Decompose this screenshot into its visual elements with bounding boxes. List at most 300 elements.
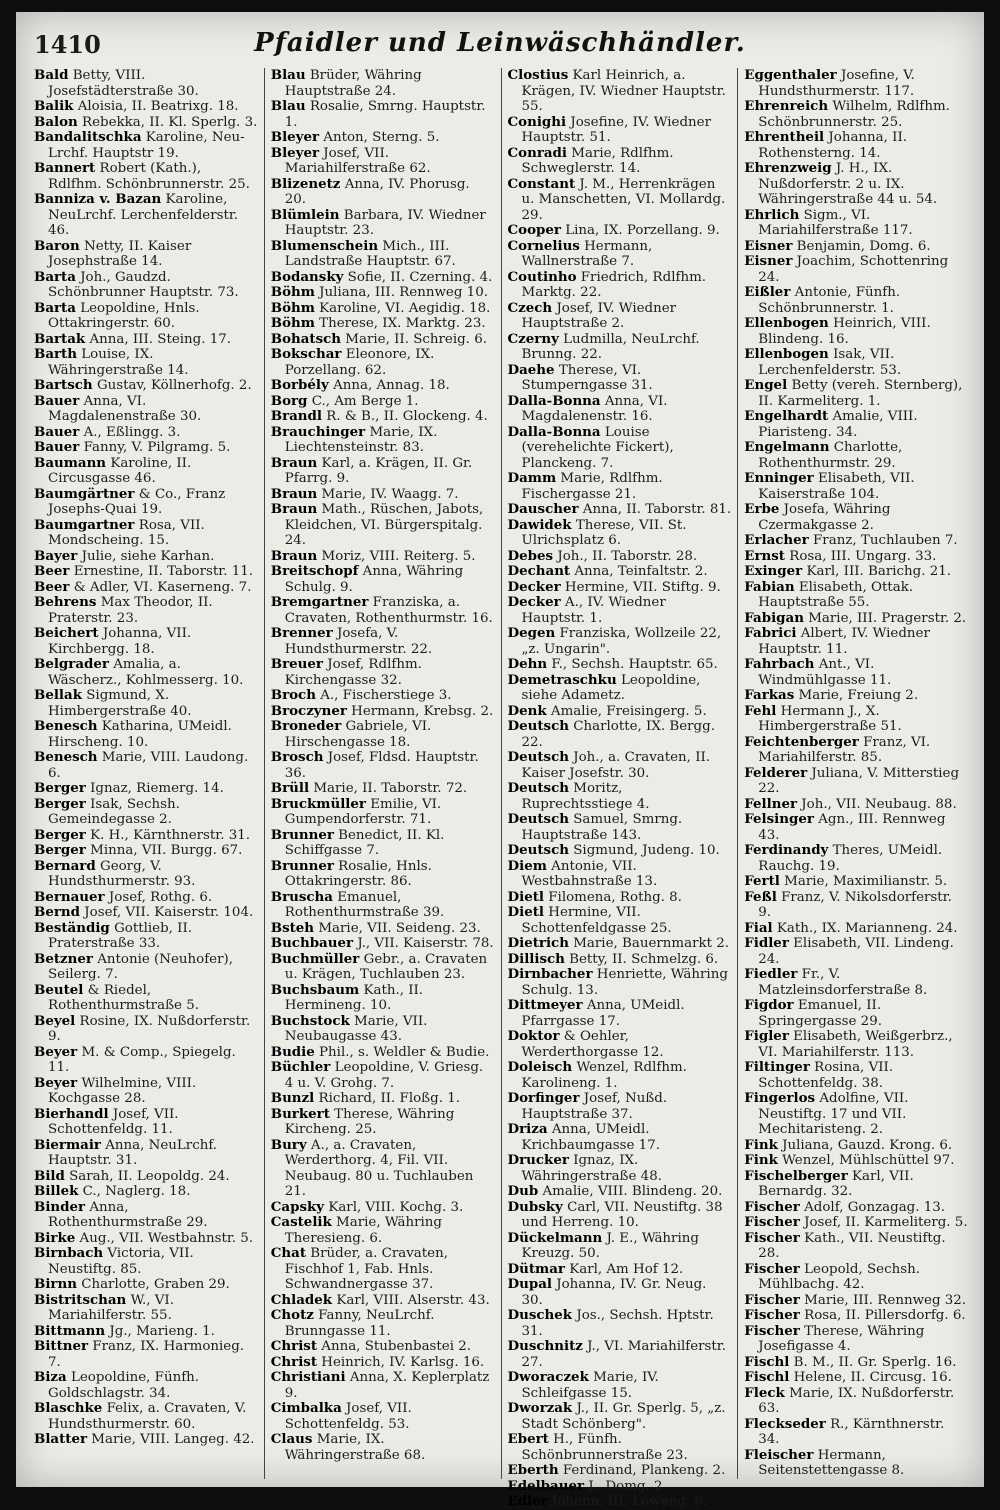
entry-name: Baumann: [34, 454, 107, 471]
entry-details: Joachim, Schottenring 24.: [758, 254, 949, 285]
entry-details: Marie, Freiung 2.: [798, 688, 919, 703]
entry-details: Marie, III. Rennweg 32.: [804, 1292, 967, 1308]
page-title: Pfaidler und Leinwäschhändler.: [254, 28, 746, 58]
directory-entry: [34, 859, 258, 890]
entry-name: Beutel: [34, 981, 84, 998]
directory-column-1: [30, 68, 264, 1479]
entry-details: J., VII. Kaiserstr. 78.: [357, 936, 494, 951]
directory-entry: [744, 1138, 968, 1154]
directory-entry: [271, 1200, 495, 1216]
entry-details: Rosine, IX. Nußdorferstr. 9.: [48, 1013, 251, 1044]
entry-details: Fanny, NeuLrchf. Brunngasse 11.: [284, 1308, 435, 1339]
directory-entry: [34, 797, 258, 828]
entry-name: Dub: [507, 1183, 539, 1199]
entry-name: Ernst: [744, 547, 785, 564]
entry-name: Bauer: [34, 439, 80, 455]
entry-details: Karl, a. Krägen, II. Gr. Pfarrg. 9.: [284, 455, 473, 486]
directory-entry: [34, 626, 258, 657]
directory-column-2: [264, 68, 501, 1479]
directory-entry: [271, 1246, 495, 1293]
entry-details: Betty (vereh. Sternberg), II. Karmeliterg. 1.: [758, 378, 963, 409]
directory-entry: [34, 828, 258, 844]
directory-entry: [271, 456, 495, 487]
entry-name: Doleisch: [507, 1059, 573, 1075]
entry-name: Cooper: [507, 222, 561, 238]
entry-name: Brenner: [270, 625, 333, 641]
entry-details: Jos., Sechsh. Hptstr. 31.: [521, 1308, 714, 1339]
directory-entry: [271, 1215, 495, 1246]
directory-entry: [508, 704, 732, 720]
entry-details: & Riedel, Rothenthurmstraße 5.: [48, 982, 199, 1013]
entry-name: Berger: [34, 780, 86, 796]
directory-entry: [508, 719, 732, 750]
entry-name: Braun: [270, 454, 318, 471]
directory-entry: [508, 564, 732, 580]
directory-entry: [271, 750, 495, 781]
entry-name: Ehrenzweig: [744, 160, 832, 176]
entry-details: Hermann J., X. Himbergerstraße 51.: [758, 703, 902, 734]
directory-entry: [34, 843, 258, 859]
directory-entry: [34, 1200, 258, 1231]
directory-entry: [744, 1029, 968, 1060]
entry-name: Dalla-Bonna: [507, 392, 601, 409]
entry-details: R., Kärnthnerstr. 34.: [758, 1416, 945, 1447]
entry-name: Birnbach: [34, 1245, 104, 1261]
entry-details: Juliana, III. Rennweg 10.: [319, 285, 488, 300]
directory-entry: [34, 347, 258, 378]
entry-details: Marie, II. Taborstr. 72.: [313, 781, 468, 796]
directory-entry: [744, 874, 968, 890]
entry-name: Dupal: [507, 1276, 552, 1292]
entry-details: Franz, Tuchlauben 7.: [813, 533, 958, 548]
directory-entry: [744, 1200, 968, 1216]
directory-entry: [271, 1091, 495, 1107]
entry-name: Edler: [507, 1493, 548, 1509]
entry-name: Borg: [270, 392, 308, 409]
directory-entry: [508, 905, 732, 936]
entry-name: Bittner: [34, 1338, 89, 1354]
entry-details: Josefine, V. Hundsthurmerstr. 117.: [758, 68, 915, 99]
directory-entry: [34, 192, 258, 239]
entry-details: Franz, IX. Harmonieg. 7.: [48, 1339, 245, 1370]
entry-details: Karl, Am Hof 12.: [569, 1261, 684, 1277]
entry-name: Binder: [34, 1198, 86, 1215]
entry-details: Rosa, III. Ungarg. 33.: [789, 548, 937, 564]
entry-details: Mich., III. Landstraße Hauptstr. 67.: [284, 238, 456, 269]
entry-name: Dworaczek: [507, 1369, 589, 1385]
entry-details: Marie, III. Pragerstr. 2.: [808, 610, 967, 626]
entry-details: Franz, VI. Mariahilferstr. 85.: [758, 734, 931, 765]
entry-name: Chat: [270, 1245, 307, 1261]
entry-details: Josef, II. Karmeliterg. 5.: [804, 1215, 968, 1230]
directory-entry: [508, 626, 732, 657]
entry-name: Coutinho: [507, 268, 577, 285]
entry-details: & Oehler, Werderthorgasse 12.: [521, 1029, 664, 1060]
entry-name: Felsinger: [744, 811, 814, 827]
directory-entry: [744, 440, 968, 471]
entry-name: Feichtenberger: [744, 733, 859, 750]
directory-entry: [34, 68, 258, 99]
entry-name: Dorfinger: [507, 1090, 580, 1106]
entry-name: Barta: [34, 268, 76, 285]
directory-entry: [271, 952, 495, 983]
entry-name: Bruckmüller: [270, 795, 366, 812]
entry-name: Doktor: [507, 1028, 560, 1044]
directory-entry: [271, 983, 495, 1014]
entry-name: Baumgartner: [34, 516, 135, 533]
entry-details: Anna, Teinfaltstr. 2.: [574, 564, 708, 579]
entry-name: Birnn: [34, 1276, 77, 1292]
entry-name: Dawidek: [507, 516, 572, 533]
directory-entry: [744, 409, 968, 440]
entry-name: Bokschar: [270, 346, 342, 362]
directory-entry: [508, 595, 732, 626]
directory-entry: [744, 161, 968, 208]
entry-name: Fischl: [744, 1353, 790, 1370]
directory-entry: [271, 177, 495, 208]
entry-details: Emanuel, II. Springergasse 29.: [758, 998, 882, 1029]
entry-name: Fabigan: [744, 609, 804, 626]
entry-name: Büchler: [270, 1059, 331, 1075]
directory-entry: [508, 890, 732, 906]
entry-details: Henriette, Währing Schulg. 13.: [521, 967, 728, 998]
entry-name: Ellenbogen: [744, 346, 829, 362]
entry-details: Charlotte, Graben 29.: [81, 1277, 230, 1292]
directory-entry: [508, 998, 732, 1029]
directory-entry: [271, 285, 495, 301]
entry-name: Drucker: [507, 1152, 569, 1168]
entry-name: Braun: [270, 501, 318, 517]
entry-details: Samuel, Smrng. Hauptstraße 143.: [521, 812, 683, 843]
entry-details: A., IV. Wiedner Hauptstr. 1.: [521, 595, 666, 626]
entry-name: Bauer: [34, 423, 80, 440]
directory-entry: [271, 1401, 495, 1432]
directory-entry: [271, 564, 495, 595]
entry-details: Marie, IX. Nußdorferstr. 63.: [758, 1385, 955, 1416]
directory-entry: [508, 1277, 732, 1308]
directory-entry: [508, 223, 732, 239]
entry-name: Bistritschan: [34, 1291, 127, 1308]
entry-details: Josef, VII. Kaiserstr. 104.: [84, 905, 254, 920]
directory-entry: [508, 781, 732, 812]
entry-details: Marie, VII. Seideng. 23.: [318, 920, 481, 936]
entry-details: Gabriele, VI. Hirschengasse 18.: [284, 719, 432, 750]
entry-name: Baumgärtner: [34, 485, 135, 502]
entry-details: Karl, VIII. Alserstr. 43.: [336, 1292, 490, 1308]
entry-details: K. H., Kärnthnerstr. 31.: [90, 827, 251, 843]
entry-details: Josef, IV. Wiedner Hauptstraße 2.: [521, 300, 677, 331]
directory-entry: [271, 394, 495, 410]
directory-entry: [34, 1184, 258, 1200]
directory-entry: [744, 285, 968, 316]
directory-entry: [34, 1293, 258, 1324]
directory-entry: [744, 936, 968, 967]
entry-name: Borbély: [270, 377, 329, 393]
entry-name: Fidler: [744, 935, 789, 951]
directory-entry: [744, 1386, 968, 1417]
entry-details: Marie, II. Schreig. 6.: [345, 331, 487, 347]
entry-name: Eberth: [507, 1462, 559, 1478]
directory-entry: [34, 1246, 258, 1277]
directory-entry: [508, 673, 732, 704]
entry-name: Farkas: [744, 687, 795, 703]
entry-details: Ludmilla, NeuLrchf. Brunng. 22.: [521, 331, 700, 362]
entry-name: Bald: [34, 67, 69, 83]
entry-name: Blatter: [34, 1431, 88, 1447]
entry-details: Karl Heinrich, a. Krägen, IV. Wiedner Hauptstr. 55.: [521, 68, 726, 114]
entry-details: J. M., Herrenkrägen u. Manschetten, VI. Mollardg. 29.: [521, 176, 726, 223]
entry-details: Betty, VIII. Josefstädterstraße 30.: [48, 68, 199, 99]
entry-name: Fleck: [744, 1384, 785, 1401]
entry-details: Anna, UMeidl. Krichbaumgasse 17.: [521, 1122, 660, 1153]
entry-details: M. & Comp., Spiegelg. 11.: [48, 1044, 236, 1075]
directory-entry: [508, 1479, 732, 1495]
entry-details: Anna, NeuLrchf. Hauptstr. 31.: [48, 1137, 218, 1168]
entry-details: Johanna, IV. Gr. Neug. 30.: [521, 1277, 707, 1308]
entry-details: Karl, III. Barichg. 21.: [806, 564, 952, 579]
entry-details: Ant., VI. Windmühlgasse 11.: [758, 657, 892, 688]
entry-name: Biermair: [34, 1136, 101, 1153]
entry-name: Engelhardt: [744, 408, 829, 424]
entry-name: Deutsch: [507, 780, 569, 796]
entry-name: Blaschke: [34, 1400, 103, 1416]
entry-name: Beyer: [34, 1074, 78, 1091]
entry-name: Castelik: [270, 1214, 332, 1230]
directory-entry: [271, 828, 495, 859]
directory-entry: [744, 99, 968, 130]
directory-entry: [271, 626, 495, 657]
entry-details: Anna, Währing Schulg. 9.: [284, 564, 464, 595]
directory-entry: [508, 1432, 732, 1463]
directory-entry: [508, 68, 732, 115]
entry-name: Beichert: [34, 625, 99, 641]
directory-entry: [744, 1417, 968, 1448]
entry-details: Gottlieb, II. Praterstraße 33.: [48, 920, 192, 951]
directory-entry: [34, 518, 258, 549]
entry-name: Chotz: [270, 1307, 314, 1323]
entry-details: Rebekka, II. Kl. Sperlg. 3.: [82, 114, 258, 130]
entry-name: Fehl: [744, 702, 777, 719]
directory-entry: [508, 657, 732, 673]
entry-details: Carl, VII. Neustiftg. 38 und Herreng. 10.: [521, 1199, 723, 1230]
entry-name: Decker: [507, 578, 561, 595]
entry-details: Isak, VII. Lerchenfelderstr. 53.: [758, 347, 902, 378]
directory-entry: [744, 1355, 968, 1371]
entry-details: H., Fünfh. Schönbrunnerstraße 23.: [521, 1432, 688, 1463]
entry-name: Erbe: [744, 501, 780, 517]
entry-details: Anna, Stubenbastei 2.: [321, 1339, 472, 1354]
directory-entry: [271, 1138, 495, 1200]
directory-entry: [508, 1370, 732, 1401]
entry-name: Billek: [34, 1183, 79, 1199]
directory-entry: [744, 1169, 968, 1200]
entry-details: Leopoldine, siehe Adametz.: [521, 672, 701, 703]
directory-entry: [271, 936, 495, 952]
directory-entry: [744, 564, 968, 580]
entry-details: Hermine, VII. Stiftg. 9.: [564, 579, 721, 595]
entry-name: Betzner: [34, 950, 93, 967]
directory-entry: [508, 750, 732, 781]
entry-details: Brüder, Währing Hauptstraße 24.: [284, 68, 422, 99]
entry-name: Fischer: [744, 1322, 800, 1339]
entry-name: Dalla-Bonna: [507, 423, 601, 440]
entry-name: Broneder: [270, 718, 342, 734]
entry-details: Joh., a. Cravaten, II. Kaiser Josefstr. 30.: [521, 750, 711, 781]
directory-entry: [744, 580, 968, 611]
entry-details: Franz, V. Nikolsdorferstr. 9.: [758, 889, 952, 920]
entry-details: Anna, VI. Magdalenenstraße 30.: [48, 393, 202, 424]
directory-entry: [508, 363, 732, 394]
entry-name: Christ: [270, 1338, 318, 1354]
entry-details: Moriz, VIII. Reiterg. 5.: [321, 548, 476, 564]
directory-entry: [271, 239, 495, 270]
entry-name: Beyel: [34, 1012, 76, 1029]
directory-entry: [744, 1091, 968, 1138]
entry-details: Amalie, Freisingerg. 5.: [550, 703, 707, 719]
entry-details: Karoline, NeuLrchf. Lerchenfelderstr. 46.: [48, 192, 239, 238]
directory-entry: [34, 688, 258, 719]
directory-entry: [508, 1231, 732, 1262]
entry-name: Bannert: [34, 160, 96, 176]
directory-entry: [508, 1308, 732, 1339]
entry-details: Elisabeth, Weißgerbrz., VI. Mariahilferstr. 113.: [758, 1029, 953, 1060]
directory-entry: [744, 843, 968, 874]
directory-entry: [34, 1339, 258, 1370]
entry-details: & Adler, VI. Kaserneng. 7.: [73, 579, 252, 595]
entry-name: Dechant: [507, 563, 571, 579]
entry-details: Marie, Rdlfhm. Fischergasse 21.: [521, 471, 663, 502]
directory-entry: [271, 1355, 495, 1371]
entry-name: Bleyer: [270, 129, 320, 145]
directory-entry: [744, 1293, 968, 1309]
entry-details: A., Eßlingg. 3.: [83, 424, 181, 440]
entry-details: Amalie, VIII. Blindeng. 20.: [542, 1184, 723, 1199]
directory-entry: [34, 750, 258, 781]
entry-name: Broch: [270, 687, 316, 703]
entry-name: Chladek: [270, 1291, 333, 1308]
entry-name: Dillisch: [507, 950, 565, 967]
entry-name: Damm: [507, 470, 557, 486]
entry-name: Duschek: [507, 1307, 573, 1323]
entry-details: Marie, VIII. Laudong. 6.: [48, 750, 249, 781]
entry-details: Amalia, a. Wäscherz., Kohlmesserg. 10.: [48, 657, 244, 688]
entry-name: Blizenetz: [270, 175, 341, 192]
entry-name: Exinger: [744, 563, 803, 579]
entry-details: Betty, II. Schmelzg. 6.: [569, 951, 719, 967]
directory-entry: [271, 378, 495, 394]
directory-entry: [508, 518, 732, 549]
entry-details: J. E., Währing Kreuzg. 50.: [521, 1230, 699, 1261]
entry-name: Belgrader: [34, 656, 109, 672]
entry-details: Rosa, II. Pillersdorfg. 6.: [804, 1308, 966, 1323]
entry-details: Anna, VI. Magdalenenstr. 16.: [521, 393, 668, 424]
entry-name: Bleyer: [270, 144, 320, 161]
entry-details: Benjamin, Domg. 6.: [796, 238, 931, 254]
directory-page: [16, 12, 984, 1509]
entry-details: Hermine, VII. Schottenfeldgasse 25.: [521, 905, 672, 936]
entry-name: Bartak: [34, 330, 86, 347]
directory-entry: [34, 952, 258, 983]
directory-entry: [744, 1448, 968, 1479]
directory-entry: [34, 1370, 258, 1401]
entry-name: Berger: [34, 842, 86, 858]
entry-details: Elisabeth, Ottak. Hauptstraße 55.: [758, 579, 914, 610]
entry-name: Czerny: [507, 330, 559, 347]
directory-entry: [34, 921, 258, 952]
directory-column-3: [501, 67, 738, 1509]
entry-name: Dückelmann: [507, 1229, 603, 1246]
directory-entry: [744, 766, 968, 797]
entry-details: Victoria, VII. Neustiftg. 85.: [48, 1246, 194, 1277]
entry-name: Berger: [34, 826, 86, 843]
directory-entry: [744, 611, 968, 627]
entry-details: Joh., VII. Neubaug. 88.: [801, 796, 957, 812]
directory-entry: [508, 936, 732, 952]
entry-details: Julie, siehe Karhan.: [81, 548, 215, 564]
entry-name: Filtinger: [744, 1059, 810, 1075]
directory-entry: [271, 719, 495, 750]
entry-name: Ehrenreich: [744, 98, 829, 114]
entry-details: Richard, II. Floßg. 1.: [318, 1091, 460, 1106]
entry-details: Therese, Währing Kircheng. 25.: [284, 1106, 455, 1137]
entry-details: Kath., II. Hermineng. 10.: [284, 982, 424, 1013]
entry-details: Karoline, Neu-Lrchf. Hauptstr 19.: [48, 130, 245, 161]
entry-name: Denk: [507, 702, 547, 719]
entry-name: Fischelberger: [744, 1167, 848, 1184]
entry-name: Christ: [270, 1353, 318, 1370]
entry-details: Benedict, II. Kl. Schiffgasse 7.: [284, 827, 445, 858]
directory-entry: [508, 502, 732, 518]
directory-entry: [508, 1262, 732, 1278]
entry-name: Fleischer: [744, 1446, 814, 1463]
entry-details: Math., Rüschen, Jabots, Kleidchen, VI. Bürgerspitalg. 24.: [284, 502, 484, 548]
directory-entry: [744, 1153, 968, 1169]
entry-details: Hermann, Krebsg. 2.: [351, 703, 494, 719]
directory-entry: [34, 580, 258, 596]
directory-entry: [34, 905, 258, 921]
entry-name: Christiani: [270, 1369, 346, 1385]
directory-entry: [271, 657, 495, 688]
entry-name: Broczyner: [270, 702, 347, 719]
entry-name: Dehn: [507, 656, 548, 672]
entry-details: Minna, VII. Burgg. 67.: [90, 843, 243, 858]
entry-details: R. & B., II. Glockeng. 4.: [326, 409, 488, 424]
directory-entry: [271, 409, 495, 425]
entry-details: A., Fischerstiege 3.: [320, 688, 452, 703]
entry-name: Dworzak: [507, 1400, 573, 1416]
entry-details: Hermann, Seitenstettengasse 8.: [758, 1447, 905, 1478]
entry-details: Rosa, VII. Mondscheing. 15.: [48, 517, 205, 548]
entry-name: Fischer: [744, 1214, 800, 1230]
entry-name: Fischer: [744, 1260, 800, 1277]
entry-name: Baron: [34, 237, 80, 254]
entry-details: Ferdinand, Plankeng. 2.: [562, 1463, 726, 1478]
directory-entry: [34, 1076, 258, 1107]
directory-entry: [271, 502, 495, 549]
directory-entry: [744, 797, 968, 813]
entry-details: Karoline, VI. Aegidig. 18.: [319, 300, 491, 316]
entry-details: C., Am Berge 1.: [311, 393, 419, 409]
entry-details: Adolfine, VII. Neustiftg. 17 und VII. Mechitaristeng. 2.: [758, 1091, 909, 1137]
entry-details: Josefa, Währing Czermakgasse 2.: [758, 502, 891, 533]
entry-details: Gustav, Köllnerhofg. 2.: [96, 378, 252, 393]
entry-details: Joh., Gaudzd. Schönbrunner Hauptstr. 73.: [48, 269, 239, 300]
entry-name: Fahrbach: [744, 656, 815, 672]
entry-details: Karl, VIII. Kochg. 3.: [328, 1199, 464, 1215]
entry-details: Aloisia, II. Beatrixg. 18.: [77, 99, 239, 114]
entry-details: Josefa, V. Hundsthurmerstr. 22.: [284, 626, 433, 657]
entry-name: Dubsky: [507, 1198, 563, 1215]
